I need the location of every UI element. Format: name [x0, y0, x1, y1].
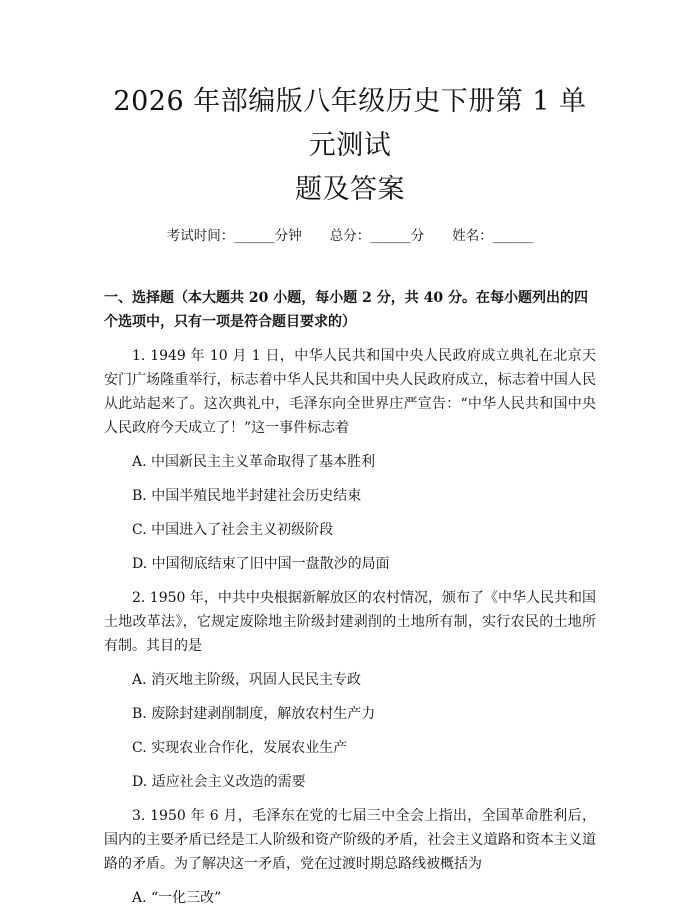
- question-option: C. 实现农业合作化，发展农业生产: [132, 740, 348, 756]
- question-option: A. “一化三改”: [132, 890, 222, 906]
- exam-time: 考试时间：______分钟: [166, 228, 302, 244]
- question-2: [104, 586, 596, 794]
- question-3: [104, 804, 596, 910]
- exam-score: 总分：______分: [329, 228, 425, 244]
- document-title: [104, 0, 596, 212]
- exam-meta: [104, 226, 596, 246]
- question-option: C. 中国进入了社会主义初级阶段: [132, 522, 334, 538]
- question-stem: 2. 1950 年，中共中央根据新解放区的农村情况，颁布了《中华人民共和国土地改革法》，它规定废除地主阶级封建剥削的土地所有制，实行农民的土地所有制。其目的是: [104, 590, 596, 654]
- question-stem: 1. 1949 年 10 月 1 日，中华人民共和国中央人民政府成立典礼在北京天安门广场隆重举行，标志着中华人民共和国中央人民政府成立，标志着中国人民从此站起来了。这次典礼中，毛泽东向全世界庄严宣告：“中华人民共和国中央人民政府今天成立了！”这一事件标志着: [104, 348, 596, 436]
- title-line-2: 题及答案: [295, 174, 405, 205]
- question-option: D. 适应社会主义改造的需要: [132, 774, 306, 790]
- question-option: A. 中国新民主主义革命取得了基本胜利: [132, 454, 376, 470]
- question-option: B. 中国半殖民地半封建社会历史结束: [132, 488, 362, 504]
- question-option: A. 消灭地主阶级，巩固人民民主专政: [132, 672, 362, 688]
- question-option: B. 废除封建剥削制度，解放农村生产力: [132, 706, 376, 722]
- title-line-1: 2026 年部编版八年级历史下册第 1 单元测试: [113, 86, 587, 161]
- question-stem: 3. 1950 年 6 月，毛泽东在党的七届三中全会上指出，全国革命胜利后，国内的主要矛盾已经是工人阶级和资产阶级的矛盾，社会主义道路和资本主义道路的矛盾。为了解决这一矛盾，党在过渡时期总路线被概括为: [104, 808, 596, 872]
- section-heading: 一、选择题（本大题共 20 小题，每小题 2 分，共 40 分。在每小题列出的四个选项中，只有一项是符合题目要求的）: [104, 290, 588, 330]
- exam-name: 姓名：______: [452, 228, 534, 244]
- question-option: D. 中国彻底结束了旧中国一盘散沙的局面: [132, 556, 390, 572]
- question-1: [104, 344, 596, 576]
